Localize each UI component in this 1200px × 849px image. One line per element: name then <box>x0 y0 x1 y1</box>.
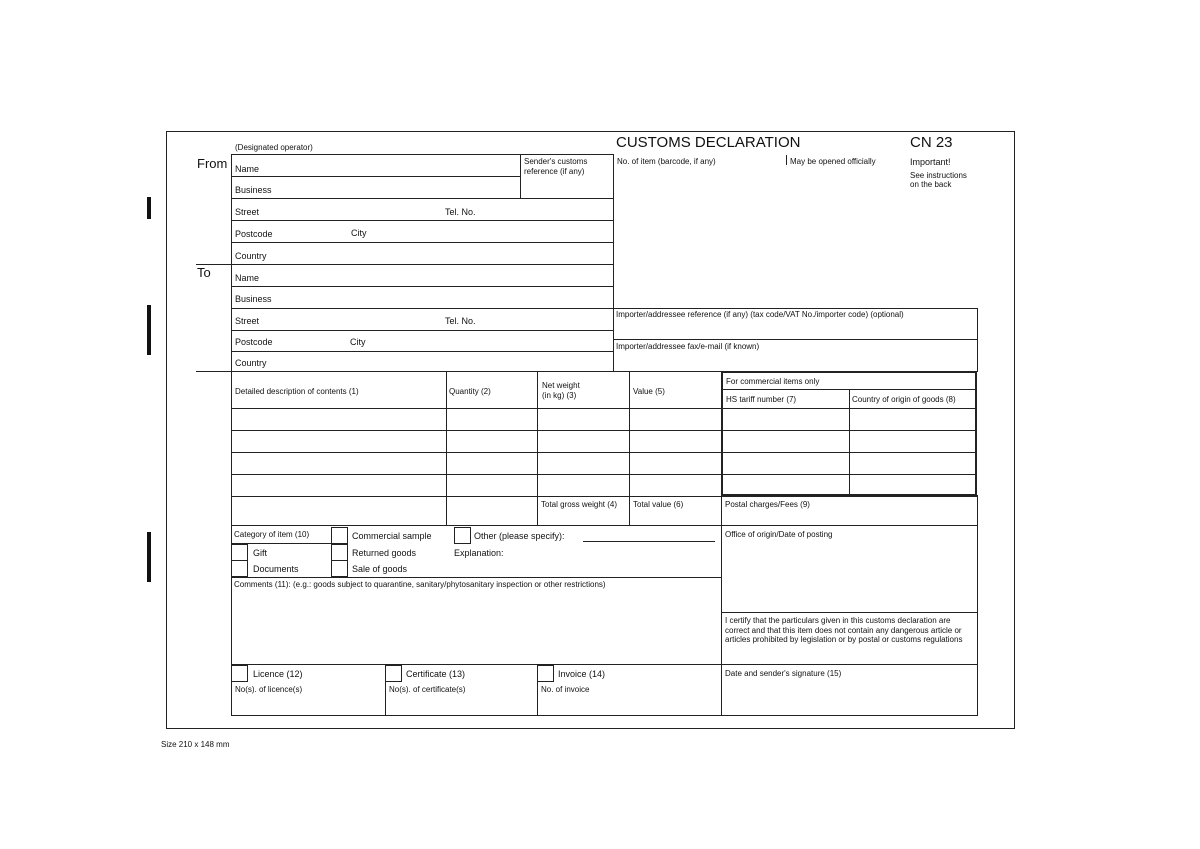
addressee-country-label: Country <box>235 358 267 368</box>
sender-street-field[interactable] <box>232 199 612 218</box>
addressee-street-field[interactable] <box>232 309 612 328</box>
instructions-line-1: See instructions <box>910 171 967 180</box>
office-origin-label: Office of origin/Date of posting <box>725 530 833 539</box>
registration-mark <box>147 197 151 219</box>
addressee-city-label: City <box>350 337 366 347</box>
addressee-country-field[interactable] <box>232 352 612 371</box>
sender-city-label: City <box>351 228 367 238</box>
returned-goods-label: Returned goods <box>352 548 417 558</box>
sender-customs-ref-line-2: reference (if any) <box>524 167 585 176</box>
importer-contact-label: Importer/addressee fax/e-mail (if known) <box>616 342 760 351</box>
form-code: CN 23 <box>910 134 953 151</box>
sender-street-label: Street <box>235 207 260 217</box>
addressee-postcode-field[interactable] <box>232 331 612 350</box>
sender-country-label: Country <box>235 251 267 261</box>
sale-of-goods-label: Sale of goods <box>352 564 408 574</box>
commercial-items-header: For commercial items only <box>726 377 820 386</box>
sender-country-field[interactable] <box>232 243 612 262</box>
registration-mark <box>147 305 151 355</box>
comments-label: Comments (11): (e.g.: goods subject to quarantine, sanitary/phytosanitary inspection or other restrictions) <box>234 580 606 589</box>
addressee-name-label: Name <box>235 273 260 283</box>
col-hs-tariff-header: HS tariff number (7) <box>726 395 797 404</box>
licence-number-label: No(s). of licence(s) <box>235 685 303 694</box>
col-value-header: Value (5) <box>633 387 665 396</box>
designated-operator-label: (Designated operator) <box>235 143 313 152</box>
to-label: To <box>197 265 211 280</box>
category-label: Category of item (10) <box>234 530 310 539</box>
col-description-header: Detailed description of contents (1) <box>235 387 359 396</box>
commercial-sample-checkbox[interactable] <box>331 527 348 544</box>
other-specify-field[interactable] <box>583 541 715 542</box>
size-note: Size 210 x 148 mm <box>161 740 230 749</box>
sender-business-label: Business <box>235 185 272 195</box>
certificate-checkbox[interactable] <box>385 665 402 682</box>
form-title: CUSTOMS DECLARATION <box>616 134 801 151</box>
addressee-postcode-label: Postcode <box>235 337 273 347</box>
from-label: From <box>197 156 228 171</box>
comments-field[interactable] <box>232 592 720 662</box>
explanation-label: Explanation: <box>454 548 504 558</box>
documents-label: Documents <box>253 564 299 574</box>
sale-of-goods-checkbox[interactable] <box>331 560 348 577</box>
certificate-label: Certificate (13) <box>406 669 466 679</box>
other-checkbox[interactable] <box>454 527 471 544</box>
col-origin-header: Country of origin of goods (8) <box>852 395 956 404</box>
office-origin-field[interactable] <box>722 540 976 610</box>
addressee-tel-label: Tel. No. <box>445 316 476 326</box>
addressee-business-field[interactable] <box>232 287 612 306</box>
certification-text: I certify that the particulars given in this customs declaration are correct and that this item does not contain any dangerous article or articles prohibited by legislation or by postal or customs regulations <box>725 616 963 644</box>
may-be-opened-label: May be opened officially <box>790 157 876 166</box>
sender-postcode-field[interactable] <box>232 221 612 240</box>
col-net-weight-header: Net weight <box>542 381 580 390</box>
gift-checkbox[interactable] <box>231 544 248 561</box>
important-label: Important! <box>910 157 951 167</box>
col-quantity-header: Quantity (2) <box>449 387 491 396</box>
invoice-label: Invoice (14) <box>558 669 606 679</box>
total-gross-weight-label: Total gross weight (4) <box>541 500 618 509</box>
licence-checkbox[interactable] <box>231 665 248 682</box>
invoice-checkbox[interactable] <box>537 665 554 682</box>
addressee-business-label: Business <box>235 294 272 304</box>
postal-charges-label: Postal charges/Fees (9) <box>725 500 810 509</box>
invoice-number-label: No. of invoice <box>541 685 590 694</box>
signature-field[interactable] <box>722 680 976 715</box>
col-net-weight-unit: (in kg) (3) <box>542 391 577 400</box>
item-number-label: No. of item (barcode, if any) <box>617 157 716 166</box>
certificate-number-label: No(s). of certificate(s) <box>389 685 466 694</box>
registration-mark <box>147 532 151 582</box>
sender-tel-label: Tel. No. <box>445 207 476 217</box>
sender-name-label: Name <box>235 164 260 174</box>
total-value-label: Total value (6) <box>633 500 684 509</box>
sender-name-field[interactable] <box>232 155 520 174</box>
documents-checkbox[interactable] <box>231 560 248 577</box>
addressee-name-field[interactable] <box>232 265 612 284</box>
returned-goods-checkbox[interactable] <box>331 544 348 561</box>
sender-customs-ref-line-1: Sender's customs <box>524 157 588 166</box>
importer-reference-label: Importer/addressee reference (if any) (tax code/VAT No./importer code) (optional) <box>616 310 904 319</box>
commercial-sample-label: Commercial sample <box>352 531 432 541</box>
signature-label: Date and sender's signature (15) <box>725 669 842 678</box>
sender-postcode-label: Postcode <box>235 229 273 239</box>
other-label: Other (please specify): <box>474 531 565 541</box>
sender-business-field[interactable] <box>232 177 612 196</box>
gift-label: Gift <box>253 548 268 558</box>
instructions-line-2: on the back <box>910 180 952 189</box>
addressee-street-label: Street <box>235 316 260 326</box>
licence-label: Licence (12) <box>253 669 303 679</box>
